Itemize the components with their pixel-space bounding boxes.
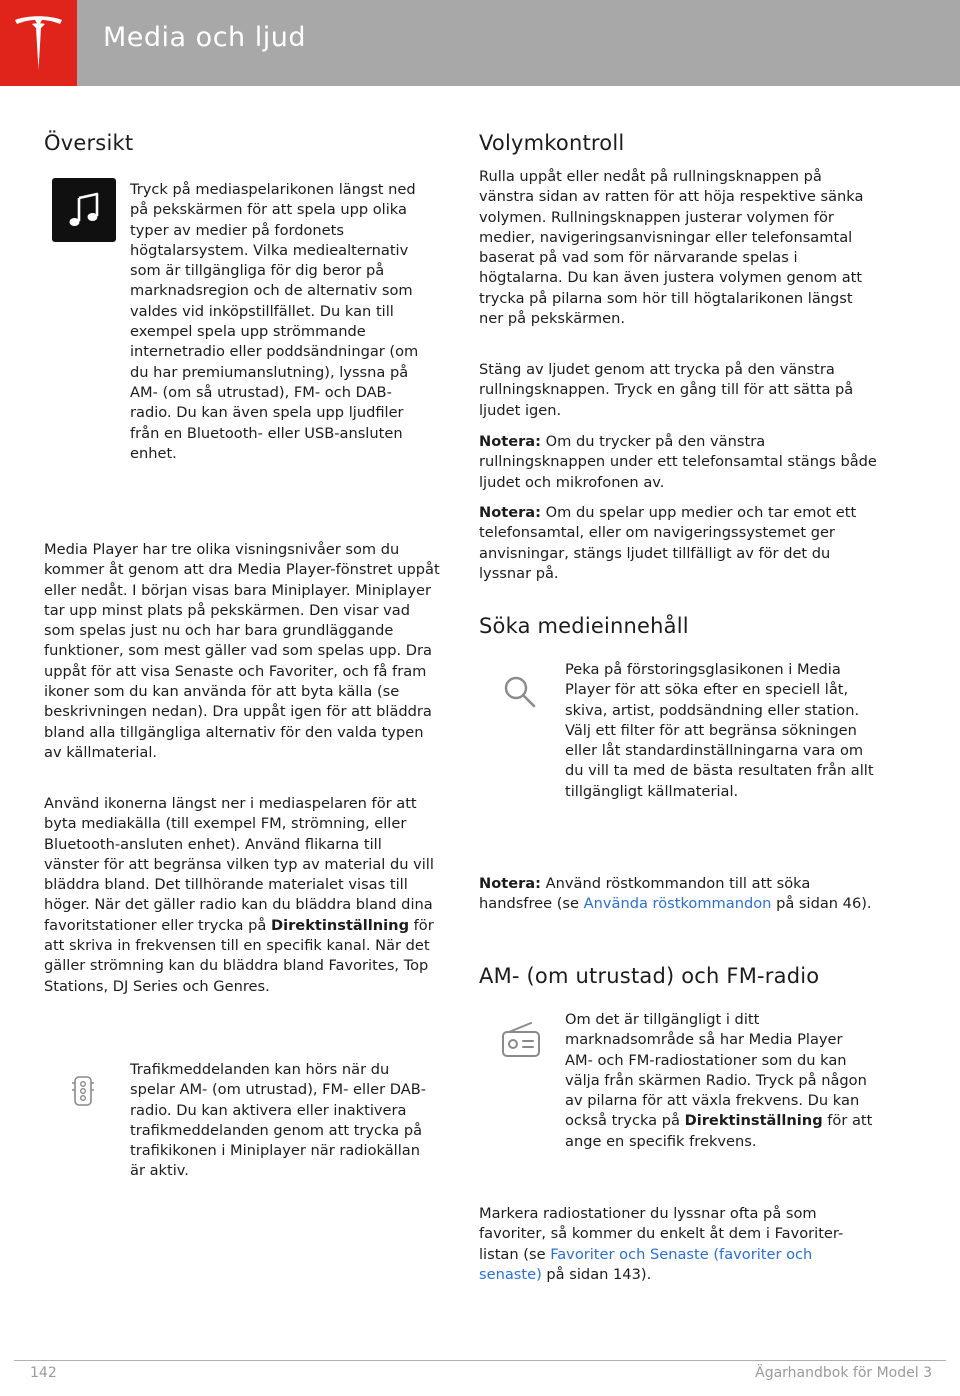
radio-description <box>565 1010 875 1152</box>
direct-tuning-term: Direktinställning <box>684 1112 823 1130</box>
direct-tuning-term: Direktinställning <box>270 916 410 934</box>
note-3 <box>479 874 879 915</box>
traffic-description: Trafikmeddelanden kan hörs när du spelar AM- (om utrustad), FM- eller DAB-radio. Du kan aktivera eller inaktivera trafikmeddelanden genom att trycka på trafikikonen i Miniplayer när radiokällan är aktiv. <box>130 1061 427 1180</box>
media-icon-description: Tryck på mediaspelarikonen längst ned på pekskärmen för att spela upp olika typer av medier på fordonets högtalarsystem. Vilka mediealternativ som är tillgängliga för dig beror på marknadsregion och de alternativ som valdes vid inköpstillfället. Du kan till exempel spela upp strömmande internetradio eller poddsändningar (om du har premiumanslutning), lyssna på AM- (om så utrustad), FM- och DAB-radio. Du kan även spela upp ljudfiler från en Bluetooth- eller USB-ansluten enhet. <box>130 181 419 462</box>
note-1 <box>479 432 879 493</box>
note-label: Notera: <box>479 875 541 892</box>
search-heading: Söka medieinnehåll <box>479 614 689 638</box>
radio-icon <box>500 1020 542 1064</box>
media-player-paragraph: Media Player har tre olika visningsnivåer som du kommer åt genom att dra Media Player-fönstret uppåt eller nedåt. I början visas bara Miniplayer. Miniplayer tar upp minst plats på pekskärmen. Den visar vad som spelas just nu och har bara grundläggande funktioner, som mest gäller vad som spelas upp. Dra uppåt för att visa Senaste och Favoriter, och få fram ikoner som du kan använda för att byta källa (se beskrivningen nedan). Dra uppåt igen för att bläddra bland alla tillgängliga alternativ för den valda typen av källmaterial. <box>44 541 440 761</box>
note-2 <box>479 503 879 584</box>
note-1-text: Om du trycker på den vänstra rullningsknappen under ett telefonsamtal stängs både ljudet och mikrofonen av. <box>479 433 877 491</box>
overview-heading: Översikt <box>44 131 134 155</box>
volume-paragraph-1: Rulla uppåt eller nedåt på rullningsknappen på vänstra sidan av ratten för att höja respektive sänka volymen. Rullningsknappen justerar volymen för medier, navigeringsanvisningar eller telefonsamtal baserat på vad som för närvarande spelas i högtalarna. Du kan även justera volymen genom att trycka på pilarna som hör till högtalarikonen längst ner på pekskärmen. <box>479 168 864 328</box>
media-source-text-b: för att skriva in frekvensen till en specifik kanal. När det gäller strömning kan du bläddra bland Favorites, Top Stations, DJ Series och Genres. <box>44 916 434 995</box>
tesla-logo-icon <box>13 14 64 72</box>
favorites-link[interactable]: Favoriter och Senaste (favoriter och senaste) <box>479 1245 813 1283</box>
page-title: Media och ljud <box>103 22 306 53</box>
search-description: Peka på förstoringsglasikonen i Media Player för att söka efter en speciell låt, skiva, artist, poddsändning eller station. Välj ett filter för att begränsa sökningen eller låt standardinställningarna vara om du vill ta med de bästa resultaten från allt tillgängligt källmaterial. <box>565 661 874 800</box>
media-source-paragraph <box>44 794 440 997</box>
page-number: 142 <box>30 1365 57 1381</box>
manual-title: Ägarhandbok för Model 3 <box>755 1365 932 1381</box>
volume-paragraph-2: Stäng av ljudet genom att trycka på den vänstra rullningsknappen. Tryck en gång till för att sätta på ljudet igen. <box>479 361 854 419</box>
radio-text-b: för att ange en specifik frekvens. <box>565 1112 873 1150</box>
note-label: Notera: <box>479 433 541 450</box>
radio-heading: AM- (om utrustad) och FM-radio <box>479 964 820 988</box>
note-3-text-a: Använd röstkommandon till att söka handsfree (se <box>479 875 811 913</box>
note-2-text: Om du spelar upp medier och tar emot ett telefonsamtal, eller om navigeringssystemet ger anvisningar, stängs ljudet tillfälligt av för det du lyssnar på. <box>479 504 857 582</box>
music-note-icon <box>52 178 116 242</box>
radio-text-a: Om det är tillgängligt i ditt marknadsområde så har Media Player AM- och FM-radiostationer som du kan välja från skärmen Radio. Tryck på någon av pilarna för att växla frekvens. Du kan också trycka på <box>565 1011 867 1130</box>
favorites-text-a: Markera radiostationer du lyssnar ofta på som favoriter, så kommer du enkelt åt dem i Favoriter-listan (se <box>479 1205 844 1263</box>
favorites-text-b: på sidan 143). <box>546 1265 652 1283</box>
page-header <box>0 0 960 86</box>
note-3-text-b: på sidan 46). <box>776 895 872 913</box>
magnifier-icon <box>502 674 538 714</box>
volume-heading: Volymkontroll <box>479 131 625 155</box>
media-source-text-a: Använd ikonerna längst ner i mediaspelaren för att byta mediakälla (till exempel FM, strömning, eller Bluetooth-ansluten enhet). Använd flikarna till vänster för att begränsa vilken typ av material du vill bläddra bland. Det tillhörande materialet visas till höger. När det gäller radio kan du bläddra bland dina favoritstationer eller trycka på <box>44 795 434 934</box>
favorites-paragraph <box>479 1204 879 1285</box>
footer-divider <box>14 1360 946 1361</box>
voice-commands-link[interactable]: Använda röstkommandon <box>583 895 772 913</box>
note-label: Notera: <box>479 504 541 521</box>
traffic-light-icon <box>70 1074 96 1112</box>
brand-logo <box>0 0 77 86</box>
